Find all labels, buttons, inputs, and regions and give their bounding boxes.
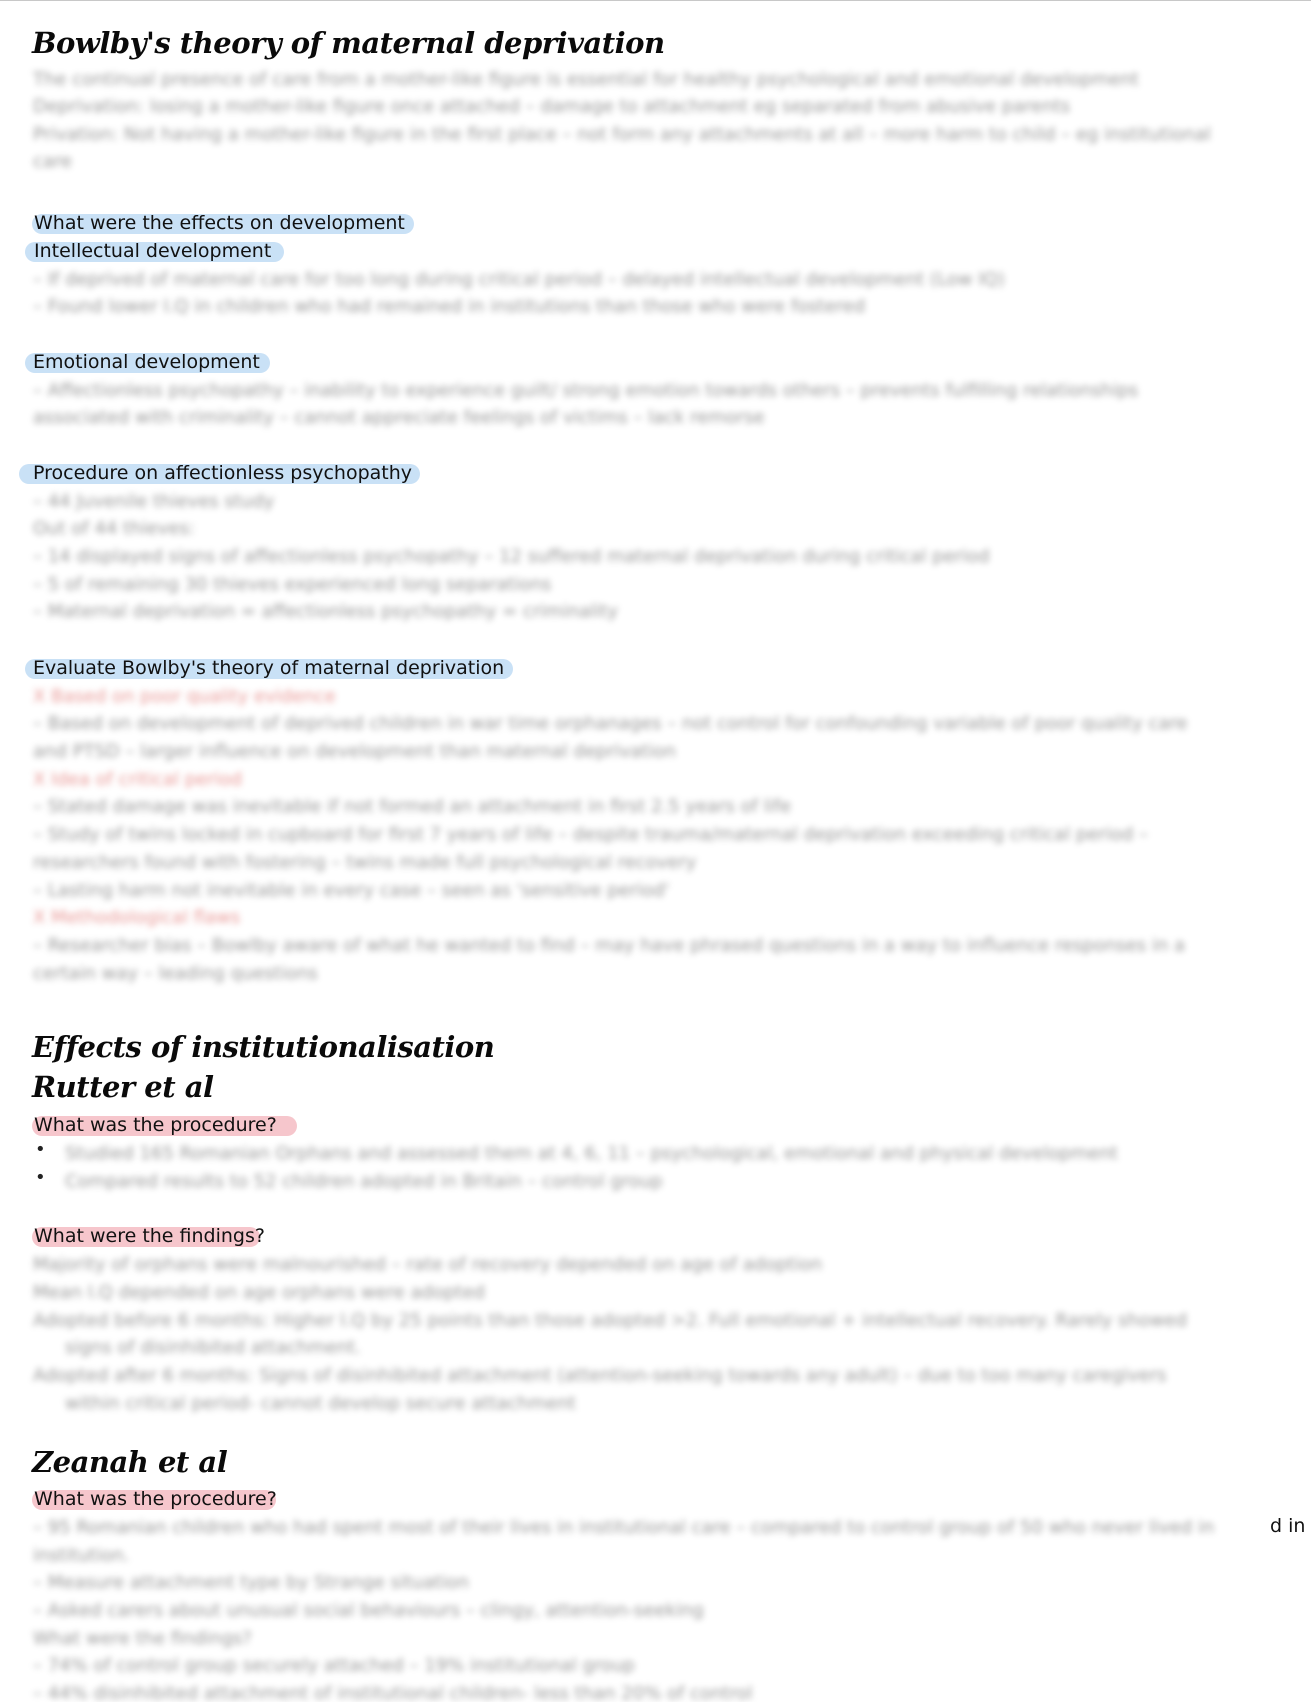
emotional-line: associated with criminality – cannot appreciate feelings of victims – lack remorse [33,407,765,428]
evaluation-point: X Based on poor quality evidence [33,686,336,707]
heading-intellectual: Intellectual development [34,240,272,262]
bullet-icon: • [35,1167,46,1188]
evaluation-point: X Idea of critical period [33,769,243,790]
procedure-line: – 5 of remaining 30 thieves experienced long separations [33,574,552,595]
procedure-line: – Maternal deprivation = affectionless psychopathy = criminality [33,601,618,622]
heading-procedure: Procedure on affectionless psychopathy [33,462,413,484]
zeanah-procedure-line: – Measure attachment type by Strange situation [33,1572,469,1593]
rutter-finding-line: Adopted after 6 months: Signs of disinhibited attachment (attention-seeking towards any adult) – due to too many caregivers [33,1365,1167,1386]
bullet-icon: • [35,1139,46,1160]
procedure-line: Out of 44 thieves: [33,518,195,539]
intro-line: The continual presence of care from a mother-like figure is essential for healthy psychological and emotional development [33,69,1139,90]
evaluation-line: – Based on development of deprived children in war time orphanages – not control for confounding variable of poor quality care [33,713,1188,734]
heading-effects: What were the effects on development [34,212,405,234]
zeanah-findings-heading: What were the findings? [33,1628,252,1649]
rutter-finding-line: Mean I.Q depended on age orphans were adopted [33,1282,485,1303]
intro-line: Deprivation: losing a mother-like figure once attached – damage to attachment eg separated from abusive parents [33,96,1071,117]
rutter-finding-line: within critical period- cannot develop secure attachment [65,1393,576,1414]
evaluation-line: – Stated damage was inevitable if not formed an attachment in first 2.5 years of life [33,796,792,817]
evaluation-line: certain way – leading questions [33,963,318,984]
zeanah-finding-line: – 74% of control group securely attached – 19% institutional group [33,1655,635,1676]
heading-emotional: Emotional development [33,351,260,373]
rutter-finding-line: Majority of orphans were malnourished – rate of recovery depended on age of adoption [33,1254,823,1275]
rutter-procedure-line: Compared results to 52 children adopted in Britain – control group [65,1171,663,1192]
rutter-procedure-line: Studied 165 Romanian Orphans and assessed them at 4, 6, 11 – psychological, emotional and physical development [65,1143,1118,1164]
study-title-rutter: Rutter et al [32,1070,214,1104]
emotional-line: – Affectionless psychopathy – inability to experience guilt/ strong emotion towards others – prevents fulfilling relationships [33,380,1139,401]
heading-rutter-procedure: What was the procedure? [34,1114,277,1136]
evaluation-line: researchers found with fostering – twins made full psychological recovery [33,852,697,873]
zeanah-procedure-line: – 95 Romanian children who had spent most of their lives in institutional care – compared to control group of 50 who never lived in [33,1517,1215,1538]
intro-line: care [33,151,73,172]
zeanah-procedure-line: – Asked carers about unusual social behaviours – clingy, attention-seeking [33,1600,704,1621]
heading-evaluate: Evaluate Bowlby's theory of maternal deprivation [33,657,505,679]
procedure-line: – 14 displayed signs of affectionless psychopathy – 12 suffered maternal deprivation during critical period [33,546,990,567]
procedure-line: – 44 Juvenile thieves study [33,491,275,512]
study-title-zeanah: Zeanah et al [32,1445,228,1479]
intellectual-line: – Found lower I.Q in children who had remained in institutions than those who were fostered [33,296,866,317]
zeanah-finding-line: – 44% disinhibited attachment of institutional children- less than 20% of control [33,1683,753,1702]
zeanah-procedure-line: institution. [33,1545,130,1566]
section-title-institutionalisation: Effects of institutionalisation [32,1030,495,1064]
zeanah-visible-fragment: d in [1270,1515,1306,1537]
rutter-finding-line: signs of disinhibited attachment. [65,1337,361,1358]
intro-line: Privation: Not having a mother-like figure in the first place – not form any attachments at all – more harm to child – eg institutional [33,124,1211,145]
heading-rutter-findings: What were the findings? [34,1225,265,1247]
evaluation-line: – Study of twins locked in cupboard for first 7 years of life – despite trauma/maternal deprivation exceeding critical period – [33,824,1148,845]
evaluation-line: – Researcher bias – Bowlby aware of what he wanted to find – may have phrased questions in a way to influence responses in a [33,935,1185,956]
section-title-bowlby: Bowlby's theory of maternal deprivation [32,26,665,60]
heading-zeanah-procedure: What was the procedure? [34,1488,277,1510]
evaluation-line: and PTSD – larger influence on development than maternal deprivation [33,741,676,762]
rutter-finding-line: Adopted before 6 months: Higher I.Q by 25 points than those adopted >2. Full emotional + intellectual recovery. Rarely showed [33,1310,1188,1331]
evaluation-point: X Methodological flaws [33,907,241,928]
intellectual-line: – If deprived of maternal care for too long during critical period – delayed intellectual development (Low IQ) [33,269,1005,290]
evaluation-line: – Lasting harm not inevitable in every case – seen as 'sensitive period' [33,880,670,901]
